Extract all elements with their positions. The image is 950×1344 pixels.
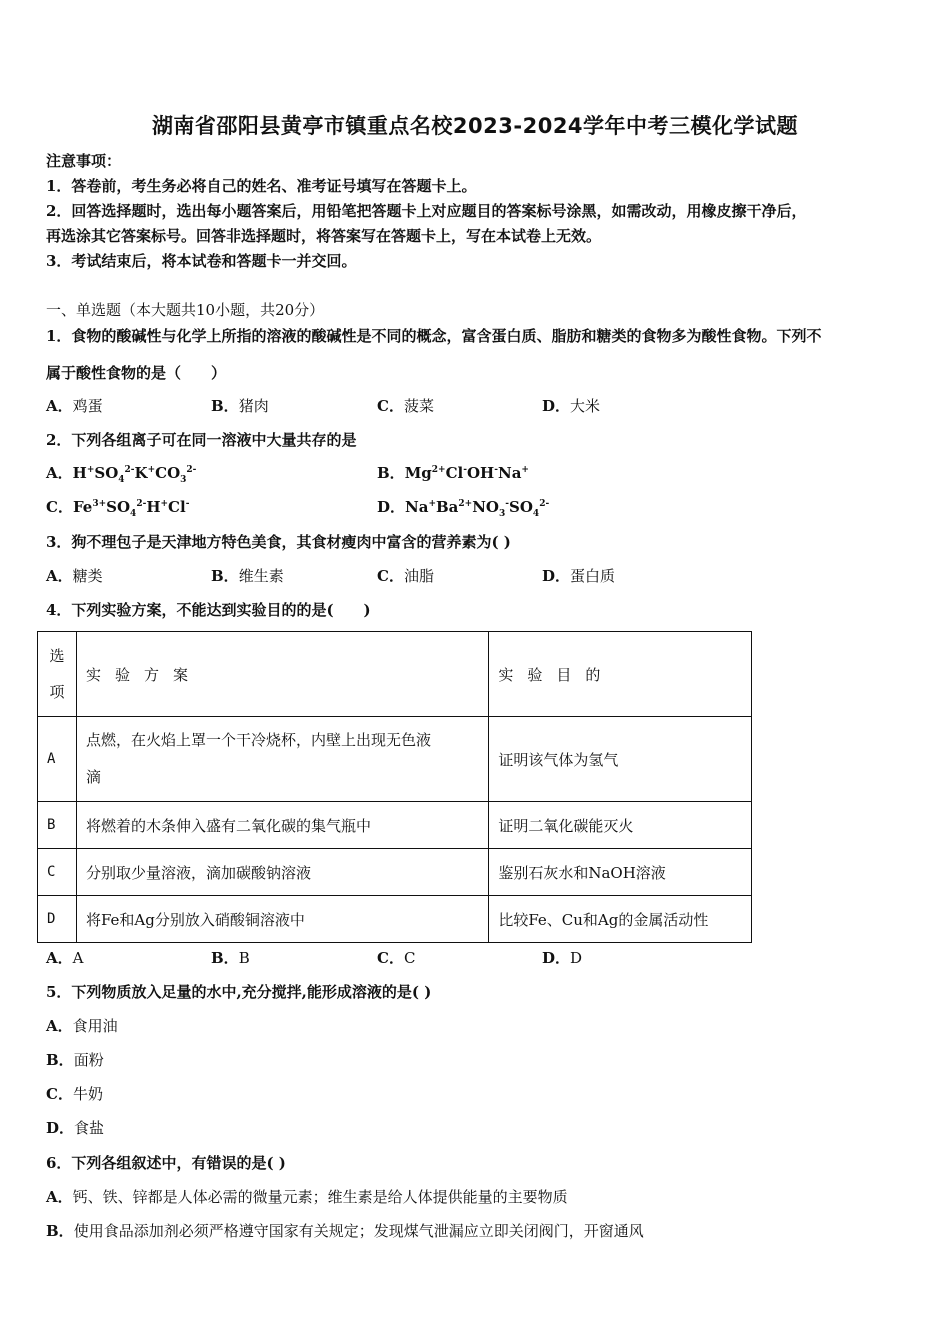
row-plan-line1: 点燃，在火焰上罩一个干冷烧杯，内壁上出现无色液 <box>85 731 431 749</box>
q3-option-c: C．油脂 <box>377 567 434 585</box>
notice-item-2: 2．回答选择题时，选出每小题答案后，用铅笔把答题卡上对应题目的答案标号涂黑，如需改动，用橡皮擦干净后， <box>46 202 807 220</box>
row-plan <box>76 717 488 802</box>
q5-option-b: B．面粉 <box>46 1051 104 1069</box>
q1-stem-line1: 1．食物的酸碱性与化学上所指的溶液的酸碱性是不同的概念，富含蛋白质、脂肪和糖类的食物多为酸性食物。下列不 <box>46 327 822 345</box>
header-option-cell <box>38 632 77 717</box>
notice-heading: 注意事项： <box>46 152 122 170</box>
header-goal-label: 实验目的 <box>498 665 615 684</box>
row-goal: 证明二氧化碳能灭火 <box>489 802 752 849</box>
experiment-table <box>37 631 752 943</box>
row-goal: 比较Fe、Cu和Ag的金属活动性 <box>489 896 752 943</box>
row-plan: 分别取少量溶液，滴加碳酸钠溶液 <box>76 849 488 896</box>
q5-option-d: D．食盐 <box>46 1119 105 1137</box>
row-key: A <box>38 717 77 802</box>
q2-stem: 2．下列各组离子可在同一溶液中大量共存的是 <box>46 431 357 449</box>
notice-item-3: 3．考试结束后，将本试卷和答题卡一并交回。 <box>46 252 357 270</box>
table-row <box>38 717 752 802</box>
row-plan: 将燃着的木条伸入盛有二氧化碳的集气瓶中 <box>76 802 488 849</box>
q3-option-b: B．维生素 <box>211 567 284 585</box>
header-goal-cell <box>489 632 752 717</box>
q4-option-c: C．C <box>377 949 416 967</box>
row-plan-line2: 滴 <box>85 768 101 786</box>
header-plan-cell <box>76 632 488 717</box>
q2-option-d: D．$Na^+Ba^{2+}NO_3^-SO_4^{2-}$ <box>377 498 550 519</box>
row-goal: 鉴别石灰水和NaOH溶液 <box>489 849 752 896</box>
q3-stem: 3．狗不理包子是天津地方特色美食，其食材瘦肉中富含的营养素为( ) <box>46 533 511 551</box>
q4-option-b: B．B <box>211 949 250 967</box>
notice-item-2-cont: 再选涂其它答案标号。回答非选择题时，将答案写在答题卡上，写在本试卷上无效。 <box>46 227 602 245</box>
q1-option-d: D．大米 <box>542 397 601 415</box>
table-row <box>38 896 752 943</box>
q6-option-a: A．钙、铁、锌都是人体必需的微量元素；维生素是给人体提供能量的主要物质 <box>46 1188 568 1206</box>
header-option-line1: 选 <box>49 647 65 665</box>
q2-option-a: A．$H^+SO_4^{2-}K^+CO_3^{2-}$ <box>46 464 197 485</box>
q3-option-d: D．蛋白质 <box>542 567 616 585</box>
table-header-row <box>38 632 752 717</box>
q5-stem: 5．下列物质放入足量的水中,充分搅拌,能形成溶液的是( ) <box>46 983 432 1001</box>
header-plan-label: 实验方案 <box>85 665 202 684</box>
q5-option-a: A．食用油 <box>46 1017 118 1035</box>
header-option-line2: 项 <box>49 683 65 701</box>
q4-stem: 4．下列实验方案，不能达到实验目的的是( ) <box>46 601 371 619</box>
row-plan: 将Fe和Ag分别放入硝酸铜溶液中 <box>76 896 488 943</box>
q2-option-c: C．$Fe^{3+}SO_4^{2-}H^+Cl^-$ <box>46 498 190 519</box>
notice-item-1: 1．答卷前，考生务必将自己的姓名、准考证号填写在答题卡上。 <box>46 177 477 195</box>
table-row <box>38 802 752 849</box>
q6-stem: 6．下列各组叙述中，有错误的是( ) <box>46 1154 286 1172</box>
table-row <box>38 849 752 896</box>
q1-stem-line2: 属于酸性食物的是（ ） <box>46 364 227 382</box>
row-key: C <box>38 849 77 896</box>
row-key: D <box>38 896 77 943</box>
q1-option-a: A．鸡蛋 <box>46 397 103 415</box>
q5-option-c: C．牛奶 <box>46 1085 103 1103</box>
page-title: 湖南省邵阳县黄亭市镇重点名校2023-2024学年中考三模化学试题 <box>151 114 799 138</box>
q4-option-d: D．D <box>542 949 583 967</box>
q6-option-b: B．使用食品添加剂必须严格遵守国家有关规定；发现煤气泄漏应立即关闭阀门，开窗通风 <box>46 1222 644 1240</box>
q2-option-b: B．$Mg^{2+}Cl^-OH^-Na^+$ <box>377 464 529 482</box>
q3-option-a: A．糖类 <box>46 567 103 585</box>
row-key: B <box>38 802 77 849</box>
q4-option-a: A．A <box>46 949 84 967</box>
q1-option-c: C．菠菜 <box>377 397 434 415</box>
section-heading: 一、单选题（本大题共10小题，共20分） <box>46 301 325 319</box>
row-goal: 证明该气体为氢气 <box>489 717 752 802</box>
q1-option-b: B．猪肉 <box>211 397 269 415</box>
